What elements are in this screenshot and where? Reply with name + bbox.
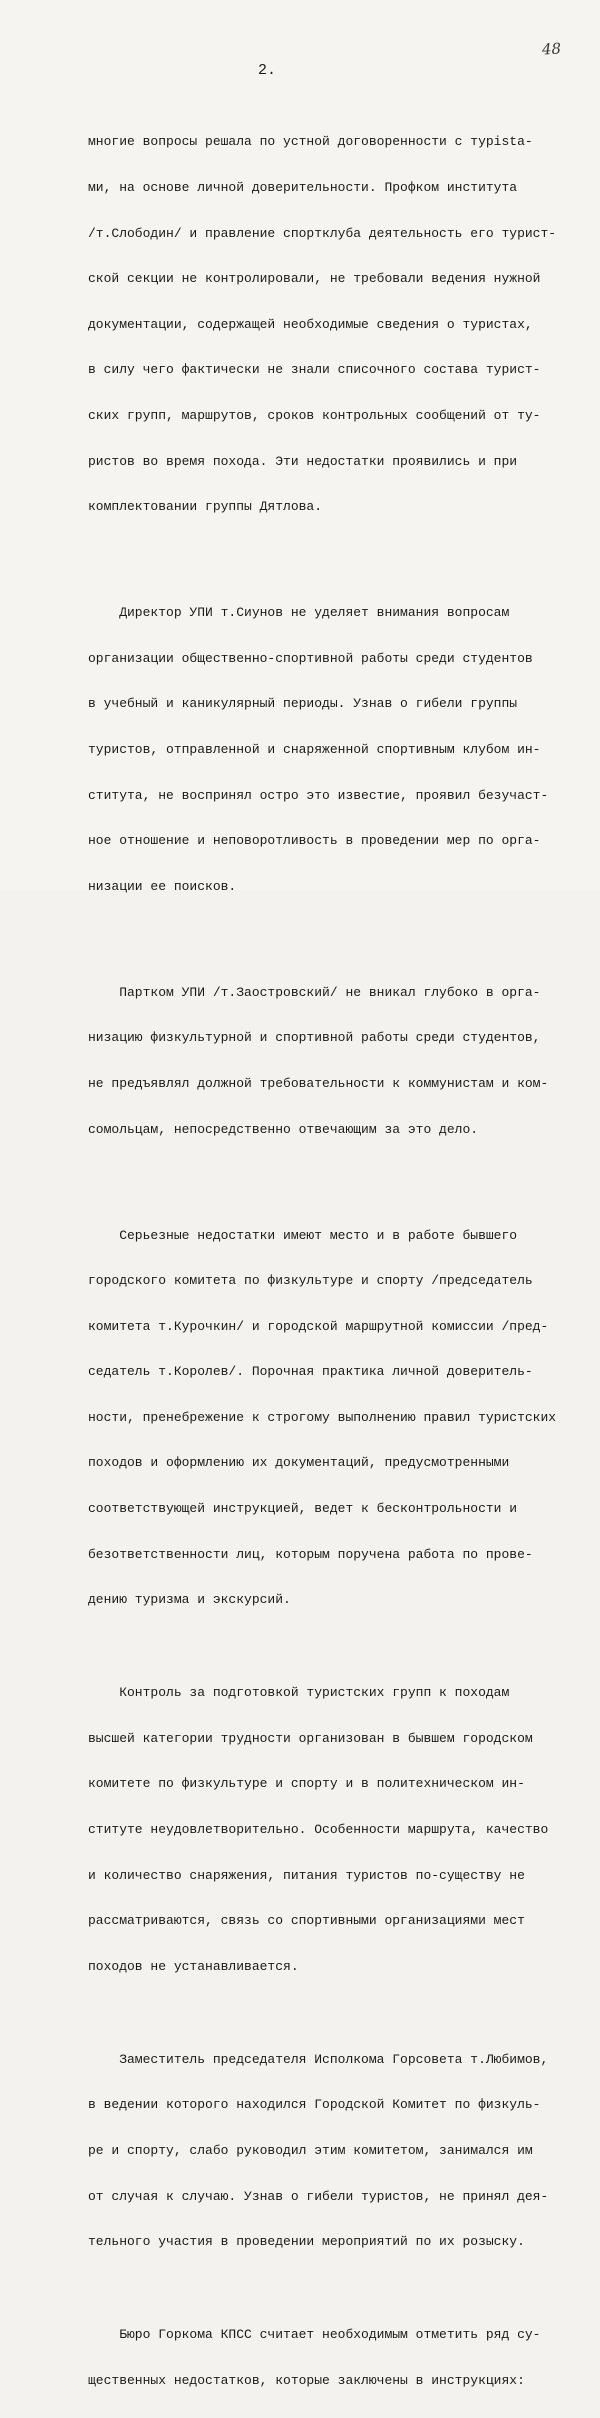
text-line: комитета т.Курочкин/ и городской маршрутной комиссии /пред- [88, 1318, 549, 1334]
paragraph-3 [88, 954, 588, 1167]
paragraph-1 [88, 104, 588, 545]
text-line: ститута, не воспринял остро это известие, проявил безучаст- [88, 787, 549, 803]
text-line: Директор УПИ т.Сиунов не уделяет внимания вопросам [88, 605, 510, 621]
text-line: /т.Слободин/ и правление спортклуба деятельность его турист- [88, 225, 557, 241]
text-line: ми, на основе личной доверительности. Профком института [88, 180, 518, 195]
text-line: ской секции не контролировали, не требовали ведения нужной [88, 271, 541, 287]
text-line: в учебный и каникулярный периоды. Узнав о гибели группы [88, 696, 518, 712]
text-line: тельного участия в проведении мероприятий по их розыску. [88, 2234, 525, 2250]
text-line: низацию физкультурной и спортивной работы среди студентов, [88, 1030, 541, 1046]
text-line: в силу чего фактически не знали списочного состава турист- [88, 362, 541, 378]
paragraph-5 [88, 1655, 588, 2005]
text-line: ное отношение и неповоротливость в проведении мер по орга- [88, 833, 541, 849]
text-line: щественных недостатков, которые заключены в инструкциях: [88, 2372, 525, 2388]
text-line: сомольцам, непосредственно отвечающим за это дело. [88, 1121, 479, 1137]
text-line: соответствующей инструкцией, ведет к бесконтрольности и [88, 1501, 518, 1517]
text-line: туристов, отправленной и снаряженной спортивным клубом ин- [88, 741, 541, 757]
text-line: ристов во время похода. Эти недостатки проявились и при [88, 453, 518, 469]
text-line: Бюро Горкома КПСС считает необходимым отметить ряд су- [88, 2327, 541, 2343]
text-line: Контроль за подготовкой туристских групп к походам [88, 1685, 510, 1701]
text-line: Серьезные недостатки имеют место и в работе бывшего [88, 1227, 518, 1243]
text-line: высшей категории трудности организован в бывшем городском [88, 1730, 533, 1746]
text-line: низации ее поисков. [88, 878, 237, 894]
text-line: ституте неудовлетворительно. Особенности маршрута, качество [88, 1822, 549, 1838]
paragraph-7 [88, 2297, 588, 2418]
text-line: Партком УПИ /т.Заостровский/ не вникал глубоко в орга- [88, 984, 541, 1000]
text-line: комплектовании группы Дятлова. [88, 499, 323, 515]
text-line: походов и оформлению их документаций, предусмотренными [88, 1455, 510, 1471]
handwritten-page-number: 48 [541, 39, 562, 59]
paragraph-2 [88, 575, 588, 925]
text-line: седатель т.Королев/. Порочная практика личной доверитель- [88, 1364, 533, 1380]
text-line: ре и спорту, слабо руководил этим комитетом, занимался им [88, 2143, 533, 2158]
text-line: в ведении которого находился Городской Комитет по физкуль- [88, 2097, 541, 2113]
text-line: походов не устанавливается. [88, 1958, 299, 1974]
text-line: Заместитель председателя Исполкома Горсовета т.Любимов, [88, 2051, 549, 2067]
text-line: безответственности лиц, которым поручена работа по прове- [88, 1546, 533, 1562]
text-line: дению туризма и экскурсий. [88, 1592, 291, 1608]
text-line: многие вопросы решала по устной договоренности с турista- [88, 134, 533, 150]
typed-page-number: 2. [258, 62, 277, 79]
text-line: рассматриваются, связь со спортивными организациями мест [88, 1913, 525, 1929]
text-line: и количество снаряжения, питания туристов по-существу не [88, 1867, 525, 1883]
paragraph-6 [88, 2021, 588, 2279]
text-line: ности, пренебрежение к строгому выполнению правил туристских [88, 1409, 557, 1425]
text-line: документации, содержащей необходимые сведения о туристах, [88, 316, 533, 332]
paragraph-4 [88, 1197, 588, 1638]
text-line: организации общественно-спортивной работы среди студентов [88, 650, 533, 666]
text-line: ских групп, маршрутов, сроков контрольных сообщений от ту- [88, 407, 541, 423]
text-line: не предъявлял должной требовательности к коммунистам и ком- [88, 1075, 549, 1091]
text-line: от случая к случаю. Узнав о гибели туристов, не принял дея- [88, 2188, 549, 2204]
text-line: комитете по физкультуре и спорту и в политехническом ин- [88, 1776, 525, 1792]
document-body [88, 104, 588, 2418]
text-line: городского комитета по физкультуре и спорту /председатель [88, 1273, 533, 1289]
